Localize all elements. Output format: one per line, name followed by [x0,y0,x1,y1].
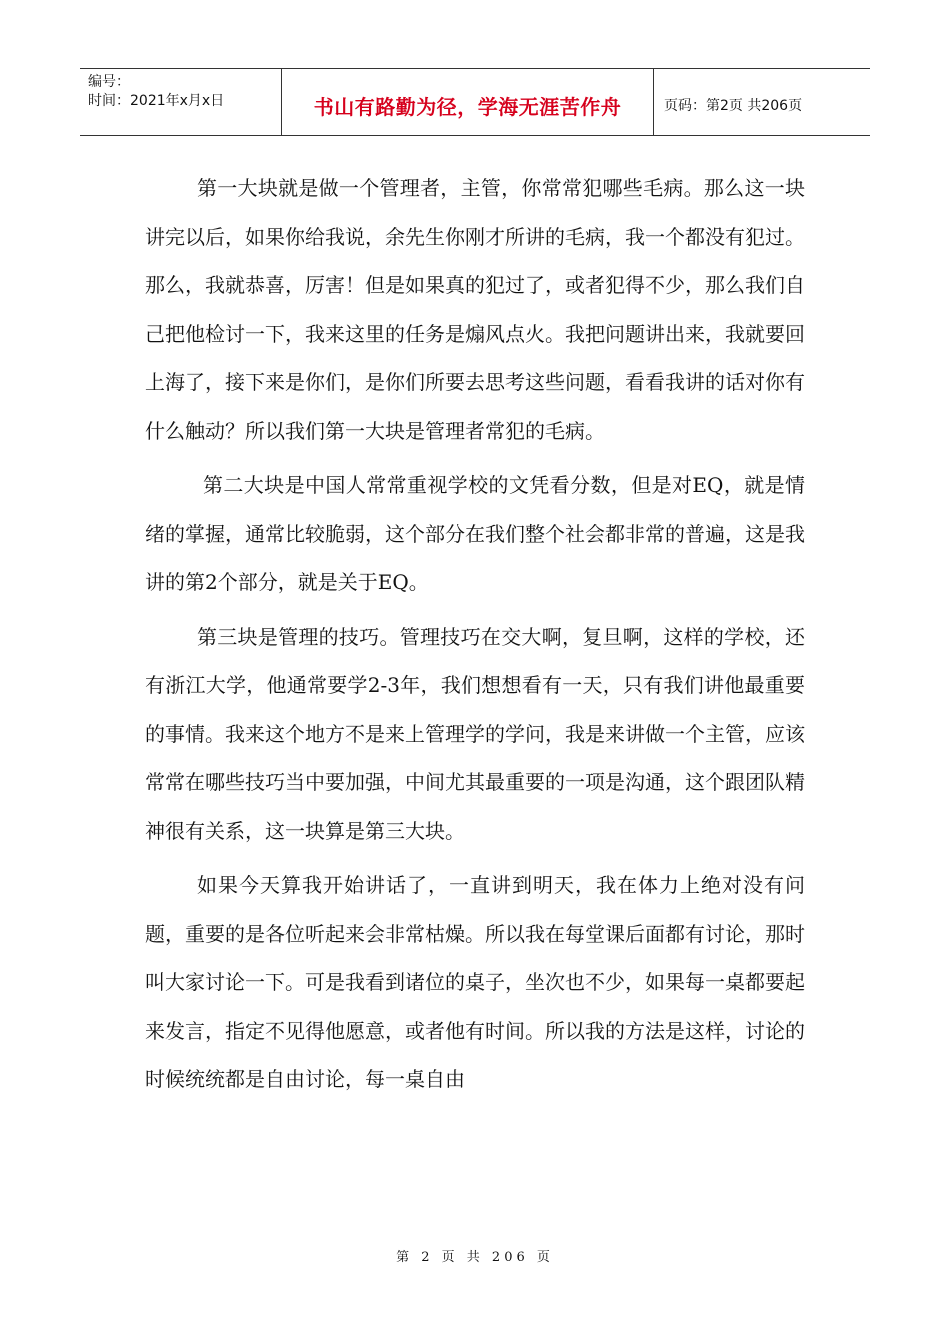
header-motto-cell [282,69,654,135]
paragraph-1: 第一大块就是做一个管理者，主管，你常常犯哪些毛病。那么这一块讲完以后，如果你给我说，余先生你刚才所讲的毛病，我一个都没有犯过。那么，我就恭喜，厉害！但是如果真的犯过了，或者犯得不少，那么我们自己把他检讨一下，我来这里的任务是煽风点火。我把问题讲出来，我就要回上海了，接下来是你们，是你们所要去思考这些问题，看看我讲的话对你有什么触动？所以我们第一大块是管理者常犯的毛病。 [145,176,805,443]
document-number-label: 编号： [88,74,130,90]
header-meta-cell [80,69,282,135]
document-date-label: 时间：2021年x月x日 [88,93,225,109]
header-page-cell [654,69,870,135]
page-header [80,68,870,136]
document-body [145,164,805,1110]
page-footer: 第 2 页 共 206 页 [396,1250,554,1265]
paragraph-3: 第三块是管理的技巧。管理技巧在交大啊，复旦啊，这样的学校，还有浙江大学，他通常要学2-3年，我们想想看有一天，只有我们讲他最重要的事情。我来这个地方不是来上管理学的学问，我是来讲做一个主管，应该常常在哪些技巧当中要加强，中间尤其最重要的一项是沟通，这个跟团队精神很有关系，这一块算是第三大块。 [145,624,805,843]
header-page-info: 页码：第2页 共206页 [664,98,803,114]
paragraph-2: 第二大块是中国人常常重视学校的文凭看分数，但是对EQ，就是情绪的掌握，通常比较脆弱，这个部分在我们整个社会都非常的普遍，这是我讲的第2个部分，就是关于EQ。 [145,473,805,594]
paragraph-4: 如果今天算我开始讲话了，一直讲到明天，我在体力上绝对没有问题，重要的是各位听起来会非常枯燥。所以我在每堂课后面都有讨论，那时叫大家讨论一下。可是我看到诸位的桌子，坐次也不少，如果每一桌都要起来发言，指定不见得他愿意，或者他有时间。所以我的方法是这样，讨论的时候统统都是自由讨论，每一桌自由 [145,873,805,1091]
header-motto: 书山有路勤为径，学海无涯苦作舟 [313,94,622,119]
